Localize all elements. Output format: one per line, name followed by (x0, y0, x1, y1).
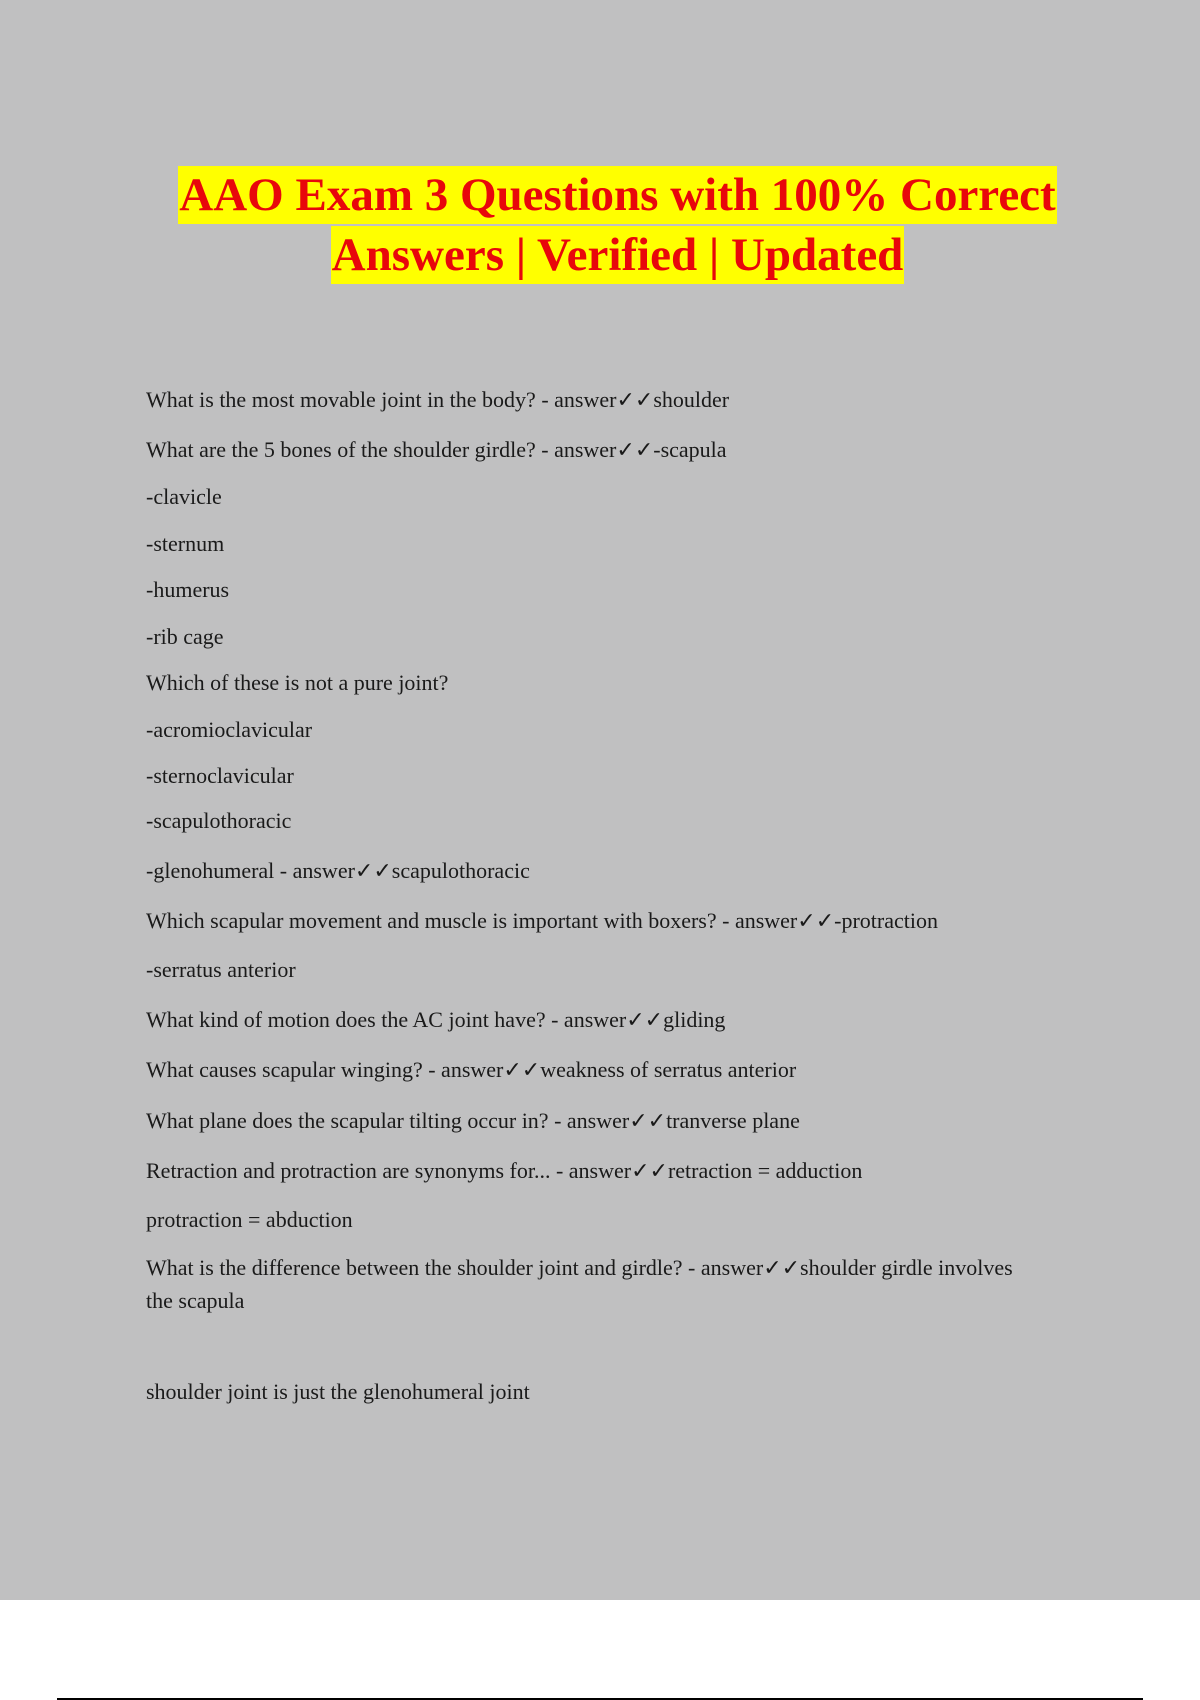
title-line-2: Answers | Verified | Updated (331, 226, 905, 284)
text-line: -acromioclavicular (146, 717, 313, 742)
text-line: Retraction and protraction are synonyms for... - answer✓✓retraction = adduction (146, 1158, 863, 1183)
text-line: -scapulothoracic (146, 808, 292, 833)
text-line: protraction = abduction (146, 1207, 353, 1232)
text-line: What kind of motion does the AC joint have? - answer✓✓gliding (146, 1007, 726, 1032)
text-line: -humerus (146, 577, 230, 602)
text-line: -sternum (146, 531, 225, 556)
text-line: What plane does the scapular tilting occur in? - answer✓✓tranverse plane (146, 1108, 800, 1133)
text-line: -serratus anterior (146, 957, 296, 982)
text-line: -sternoclavicular (146, 763, 294, 788)
text-line: shoulder joint is just the glenohumeral joint (146, 1379, 530, 1404)
text-line: What are the 5 bones of the shoulder girdle? - answer✓✓-scapula (146, 437, 727, 462)
title-line-1: AAO Exam 3 Questions with 100% Correct (178, 166, 1056, 224)
text-line: -clavicle (146, 484, 222, 509)
text-line: What causes scapular winging? - answer✓✓weakness of serratus anterior (146, 1057, 797, 1082)
text-line: -glenohumeral - answer✓✓scapulothoracic (146, 858, 530, 883)
text-line: -rib cage (146, 624, 224, 649)
document-title (0, 166, 1200, 284)
text-line: What is the most movable joint in the body? - answer✓✓shoulder (146, 387, 730, 412)
text-paragraph: What is the difference between the shoulder joint and girdle? - answer✓✓shoulder girdle involves the scapula (146, 1255, 1013, 1313)
text-line: Which scapular movement and muscle is important with boxers? - answer✓✓-protraction (146, 908, 938, 933)
text-line: Which of these is not a pure joint? (146, 670, 449, 695)
